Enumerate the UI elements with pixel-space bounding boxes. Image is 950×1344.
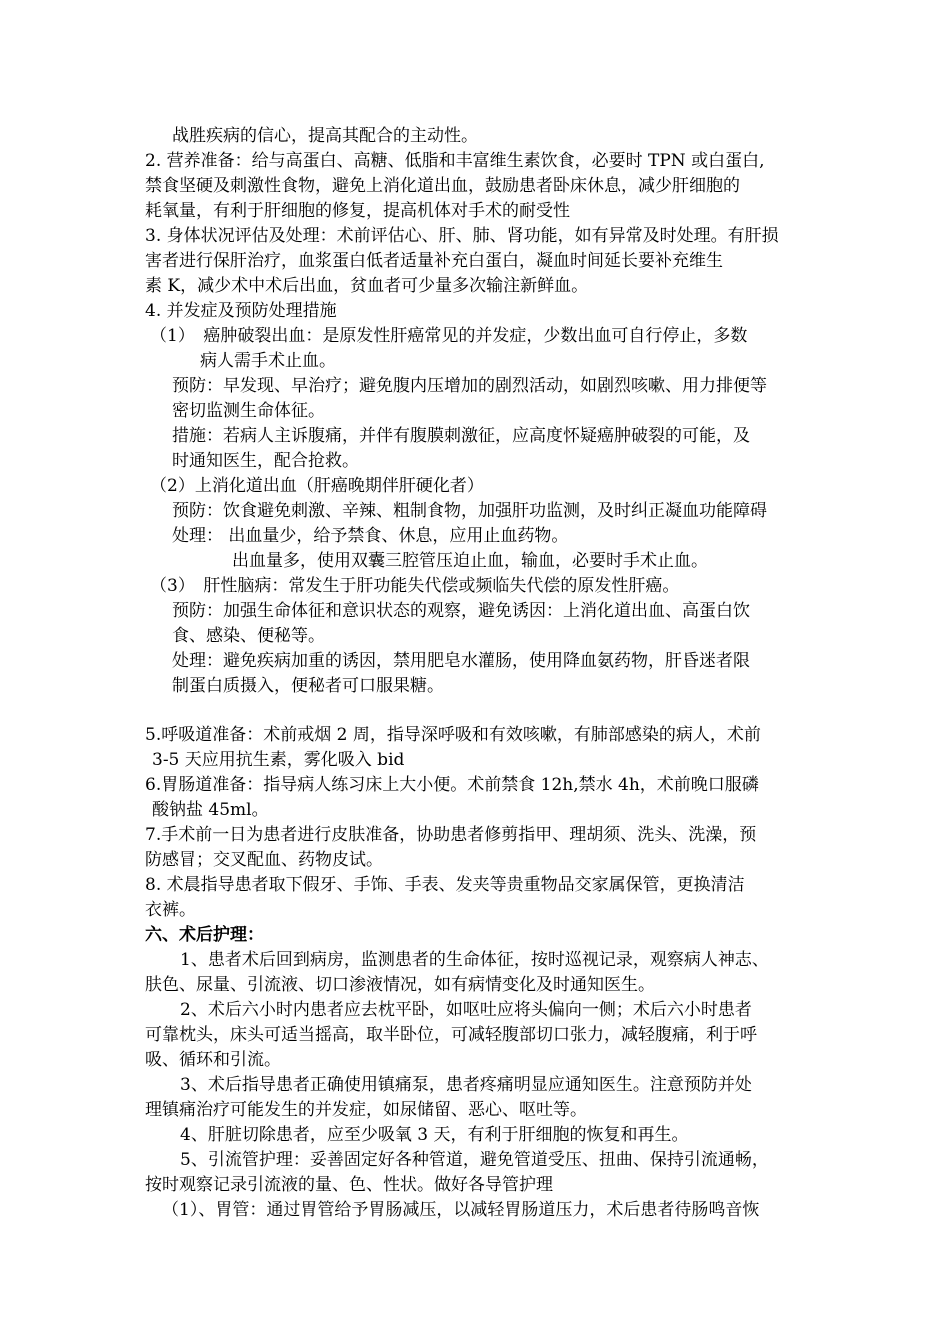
text-line: 食、感染、便秘等。 <box>172 626 325 646</box>
section-heading: 六、术后护理： <box>145 925 264 945</box>
text-line: 3-5 天应用抗生素，雾化吸入 bid <box>152 750 405 770</box>
text-line: 8. 术晨指导患者取下假牙、手饰、手表、发夹等贵重物品交家属保管，更换清洁 <box>145 875 745 895</box>
text-line: 病人需手术止血。 <box>200 351 336 371</box>
text-line: 防感冒；交叉配血、药物皮试。 <box>145 850 383 870</box>
text-line: 5、引流管护理：妥善固定好各种管道，避免管道受压、扭曲、保持引流通畅， <box>180 1150 769 1170</box>
text-line: 预防：加强生命体征和意识状态的观察，避免诱因：上消化道出血、高蛋白饮 <box>172 601 750 621</box>
text-line: 处理：避免疾病加重的诱因，禁用肥皂水灌肠，使用降血氨药物，肝昏迷者限 <box>172 651 750 671</box>
text-line: 酸钠盐 45ml。 <box>152 800 269 820</box>
text-line: 4、肝脏切除患者，应至少吸氧 3 天，有利于肝细胞的恢复和再生。 <box>180 1125 689 1145</box>
text-line: 2、术后六小时内患者应去枕平卧，如呕吐应将头偏向一侧；术后六小时患者 <box>180 1000 752 1020</box>
text-line: （2）上消化道出血（肝癌晚期伴肝硬化者） <box>150 476 484 496</box>
text-line: 措施：若病人主诉腹痛，并伴有腹膜刺激征，应高度怀疑癌肿破裂的可能，及 <box>172 426 750 446</box>
text-line: （1） 癌肿破裂出血：是原发性肝癌常见的并发症，少数出血可自行停止，多数 <box>150 326 748 346</box>
text-line: 密切监测生命体征。 <box>172 401 325 421</box>
text-line: 预防：饮食避免刺激、辛辣、粗制食物，加强肝功监测，及时纠正凝血功能障碍 <box>172 501 767 521</box>
text-line: 素 K，减少术中术后出血，贫血者可少量多次输注新鲜血。 <box>145 276 589 296</box>
text-line: 禁食坚硬及刺激性食物，避免上消化道出血，鼓励患者卧床休息，减少肝细胞的 <box>145 176 740 196</box>
text-line: 4. 并发症及预防处理措施 <box>145 301 337 321</box>
text-line: （3） 肝性脑病：常发生于肝功能失代偿或频临失代偿的原发性肝癌。 <box>150 576 680 596</box>
text-line: 肤色、尿量、引流液、切口渗液情况，如有病情变化及时通知医生。 <box>145 975 655 995</box>
text-line: 时通知医生，配合抢救。 <box>172 451 359 471</box>
text-line: 预防：早发现、早治疗；避免腹内压增加的剧烈活动，如剧烈咳嗽、用力排便等 <box>172 376 767 396</box>
text-line: 6.胃肠道准备：指导病人练习床上大小便。术前禁食 12h,禁水 4h，术前晚口服磷 <box>145 775 759 795</box>
text-line: 耗氧量，有利于肝细胞的修复，提高机体对手术的耐受性 <box>145 201 570 221</box>
text-line: 1、患者术后回到病房，监测患者的生命体征，按时巡视记录，观察病人神志、 <box>180 950 769 970</box>
text-line: 害者进行保肝治疗，血浆蛋白低者适量补充白蛋白，凝血时间延长要补充维生 <box>145 251 723 271</box>
text-line: 7.手术前一日为患者进行皮肤准备，协助患者修剪指甲、理胡须、洗头、洗澡，预 <box>145 825 757 845</box>
text-line: 可靠枕头，床头可适当摇高，取半卧位，可减轻腹部切口张力，减轻腹痛，利于呼 <box>145 1025 757 1045</box>
text-line: 出血量多，使用双囊三腔管压迫止血，输血，必要时手术止血。 <box>232 551 708 571</box>
text-line: 5.呼吸道准备：术前戒烟 2 周，指导深呼吸和有效咳嗽，有肺部感染的病人，术前 <box>145 725 761 745</box>
text-line: 3、术后指导患者正确使用镇痛泵，患者疼痛明显应通知医生。注意预防并处 <box>180 1075 752 1095</box>
text-line: 吸、循环和引流。 <box>145 1050 281 1070</box>
text-line: 衣裤。 <box>145 900 196 920</box>
text-line: 理镇痛治疗可能发生的并发症，如尿储留、恶心、呕吐等。 <box>145 1100 587 1120</box>
text-line: 战胜疾病的信心，提高其配合的主动性。 <box>172 126 478 146</box>
text-line: 2. 营养准备：给与高蛋白、高糖、低脂和丰富维生素饮食，必要时 TPN 或白蛋白, <box>145 151 765 171</box>
text-line: 按时观察记录引流液的量、色、性状。做好各导管护理 <box>145 1175 553 1195</box>
text-line: 处理： 出血量少，给予禁食、休息，应用止血药物。 <box>172 526 569 546</box>
text-line: 制蛋白质摄入，便秘者可口服果糖。 <box>172 676 444 696</box>
text-line: 3. 身体状况评估及处理：术前评估心、肝、肺、肾功能，如有异常及时处理。有肝损 <box>145 226 779 246</box>
text-line: （1）、胃管：通过胃管给予胃肠减压，以减轻胃肠道压力，术后患者待肠鸣音恢 <box>162 1200 760 1220</box>
